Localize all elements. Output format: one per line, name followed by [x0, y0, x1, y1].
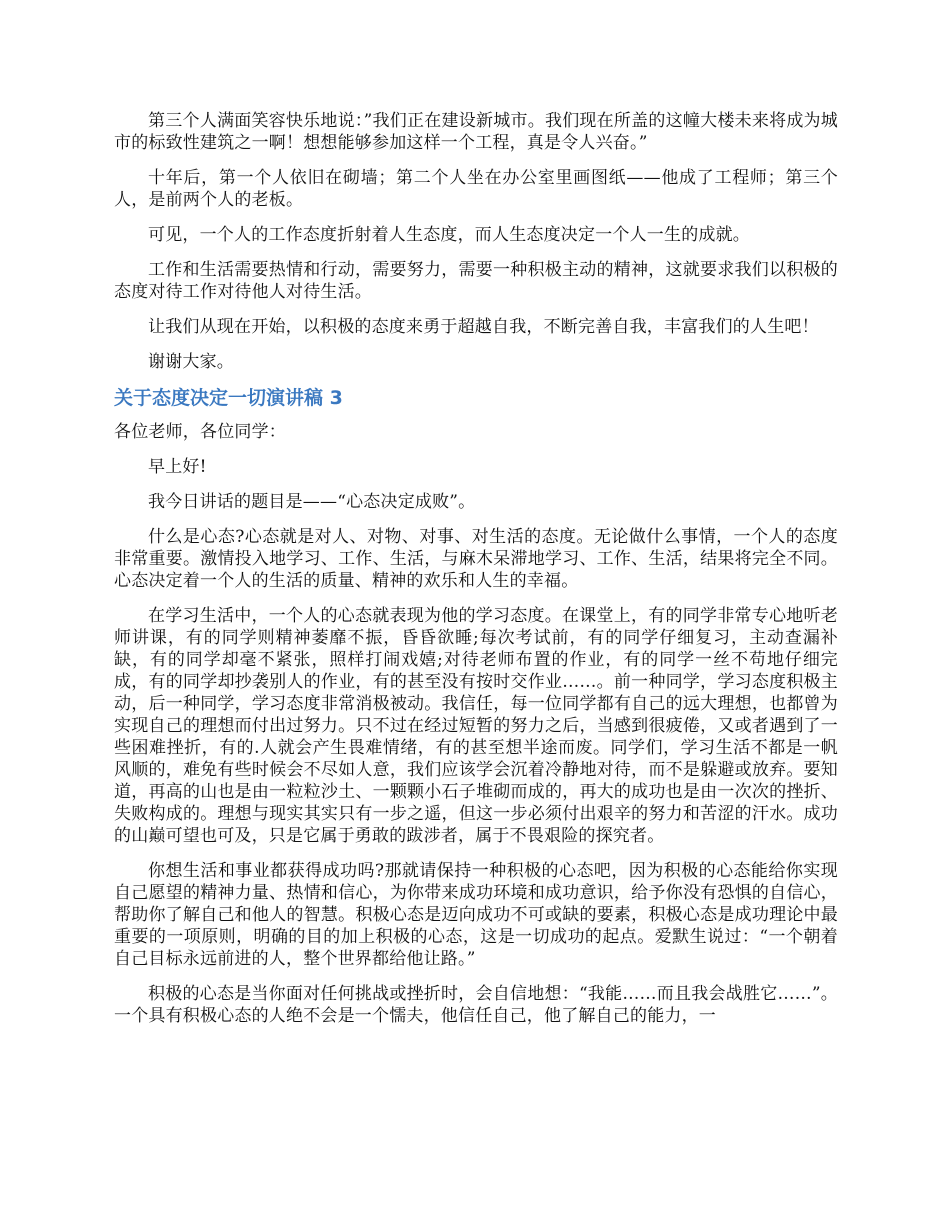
paragraph: 十年后，第一个人依旧在砌墙；第二个人坐在办公室里画图纸——他成了工程师；第三个人，是前两个人的老板。	[114, 168, 838, 210]
paragraph: 谢谢大家。	[148, 352, 234, 372]
salutation: 各位老师，各位同学：	[114, 422, 286, 442]
section-heading: 关于态度决定一切演讲稿 3	[114, 387, 343, 409]
paragraph: 第三个人满面笑容快乐地说：”我们正在建设新城市。我们现在所盖的这幢大楼未来将成为城市的标致性建筑之一啊！想想能够参加这样一个工程，真是令人兴奋。”	[114, 111, 838, 153]
paragraph: 什么是心态?心态就是对人、对物、对事、对生活的态度。无论做什么事情，一个人的态度非常重要。激情投入地学习、工作、生活，与麻木呆滞地学习、工作、生活，结果将完全不同。心态决定着一个人的生活的质量、精神的欢乐和人生的幸福。	[114, 527, 838, 591]
paragraph: 在学习生活中，一个人的心态就表现为他的学习态度。在课堂上，有的同学非常专心地听老师讲课，有的同学则精神萎靡不振，昏昏欲睡;每次考试前，有的同学仔细复习，主动查漏补缺，有的同学却毫不紧张，照样打闹戏嬉;对待老师布置的作业，有的同学一丝不苟地仔细完成，有的同学却抄袭别人的作业，有的甚至没有按时交作业……。前一种同学，学习态度积极主动，后一种同学，学习态度非常消极被动。我信任，每一位同学都有自己的远大理想，也都曾为实现自己的理想而付出过努力。只不过在经过短暂的努力之后，当感到很疲倦，又或者遇到了一些困难挫折，有的.人就会产生畏难情绪，有的甚至想半途而废。同学们，学习生活不都是一帆风顺的，难免有些时候会不尽如人意，我们应该学会沉着冷静地对待，而不是躲避或放弃。要知道，再高的山也是由一粒粒沙土、一颗颗小石子堆砌而成的，再大的成功也是由一次次的挫折、失败构成的。理想与现实其实只有一步之遥，但这一步必须付出艰辛的努力和苦涩的汗水。成功的山巅可望也可及，只是它属于勇敢的跋涉者，属于不畏艰险的探究者。	[114, 606, 838, 846]
paragraph: 让我们从现在开始，以积极的态度来勇于超越自我，不断完善自我，丰富我们的人生吧！	[148, 317, 819, 337]
paragraph: 可见，一个人的工作态度折射着人生态度，而人生态度决定一个人一生的成就。	[148, 225, 750, 245]
paragraph: 你想生活和事业都获得成功吗?那就请保持一种积极的心态吧，因为积极的心态能给你实现自己愿望的精神力量、热情和信心，为你带来成功环境和成功意识，给予你没有恐惧的自信心，帮助你了解自己和他人的智慧。积极心态是迈向成功不可或缺的要素，积极心态是成功理论中最重要的一项原则，明确的目的加上积极的心态，这是一切成功的起点。爱默生说过：“一个朝着自己目标永远前进的人，整个世界都给他让路。”	[114, 861, 838, 969]
paragraph: 积极的心态是当你面对任何挑战或挫折时，会自信地想：“我能……而且我会战胜它……”。一个具有积极心态的人绝不会是一个懦夫，他信任自己，他了解自己的能力，一	[114, 984, 838, 1026]
paragraph: 工作和生活需要热情和行动，需要努力，需要一种积极主动的精神，这就要求我们以积极的态度对待工作对待他人对待生活。	[114, 260, 838, 302]
paragraph: 早上好!	[148, 457, 207, 477]
paragraph: 我今日讲话的题目是——“心态决定成败”。	[148, 492, 476, 512]
